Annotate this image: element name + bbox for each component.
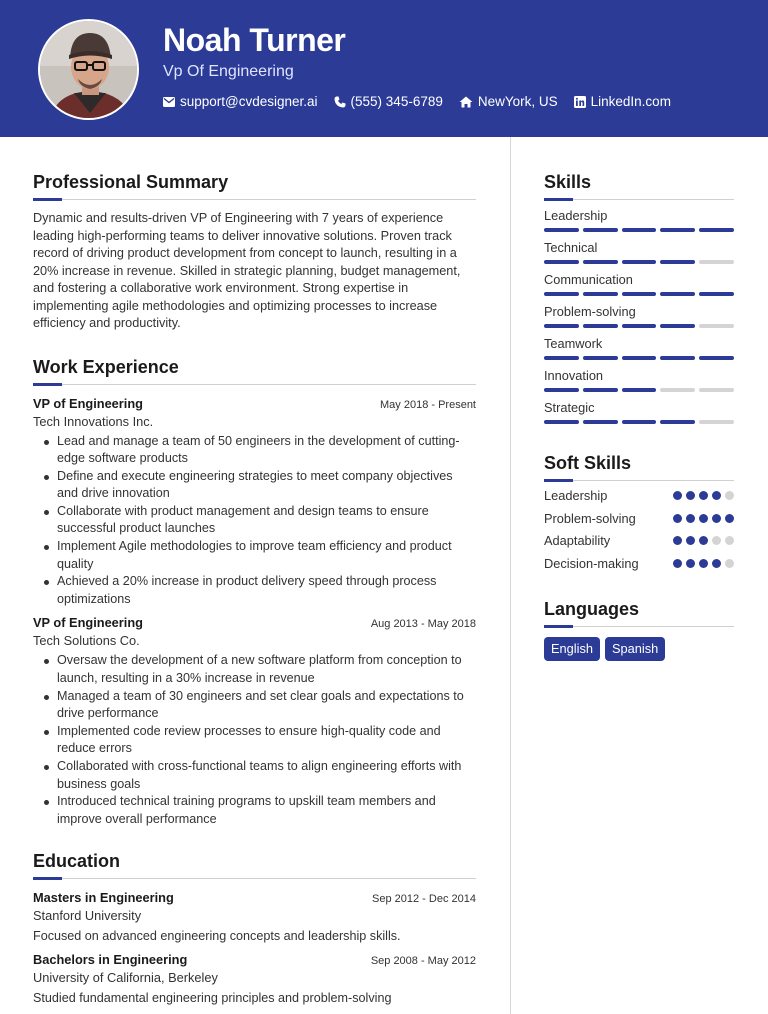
skill-level-segment [660, 324, 695, 328]
skill-name: Innovation [544, 368, 604, 383]
rating-dot [673, 536, 682, 545]
soft-skill-item [544, 488, 734, 504]
skill-level-segment [660, 228, 695, 232]
rating-dot [686, 536, 695, 545]
contact-phone[interactable] [334, 94, 443, 109]
soft-skill-rating [673, 514, 734, 523]
skill-level-segment [622, 324, 657, 328]
skill-level-segment [660, 292, 695, 296]
skills-section [544, 171, 734, 424]
job-bullet: Define and execute engineering strategies to meet company objectives and drive innovation [33, 468, 476, 503]
job-bullet: Collaborated with cross-functional teams to align engineering efforts with business goals [33, 758, 476, 793]
rating-dot [712, 559, 721, 568]
skill-level-segment [660, 420, 695, 424]
skill-level-segment [699, 260, 734, 264]
language-badge: English [544, 637, 600, 661]
rating-dot [725, 559, 734, 568]
contact-email[interactable] [163, 94, 318, 109]
language-badge: Spanish [605, 637, 665, 661]
school-name: Stanford University [33, 908, 142, 924]
rating-dot [712, 536, 721, 545]
skill-level-segment [699, 356, 734, 360]
skill-item [544, 304, 734, 328]
skill-level-segment [544, 292, 579, 296]
summary-text: Dynamic and results-driven VP of Engineering with 7 years of experience leading high-performing teams to deliver innovative solutions. Proven track record of driving product development from concept to launch, resulting in a 20% increase in revenue. Skilled in strategic planning, budget management, and fostering a collaborative work environment. Strong expertise in implementing agile methodologies and optimizing processes to increase efficiency and productivity. [33, 211, 461, 330]
education-date: Sep 2012 - Dec 2014 [372, 893, 476, 906]
summary-heading: Professional Summary [33, 172, 229, 192]
rating-dot [699, 536, 708, 545]
contact-list [163, 94, 671, 109]
soft-skill-item [544, 511, 734, 527]
rating-dot [699, 514, 708, 523]
rating-dot [725, 514, 734, 523]
job-bullets [33, 433, 476, 609]
skill-item [544, 240, 734, 264]
skill-level-segment [660, 356, 695, 360]
sidebar-column [544, 171, 734, 661]
education-description: Focused on advanced engineering concepts and leadership skills. [33, 929, 401, 944]
skill-level-segment [544, 356, 579, 360]
job-role: VP of Engineering [33, 395, 143, 411]
soft-skill-name: Problem-solving [544, 510, 636, 526]
skill-level-bars [544, 388, 734, 392]
skill-name: Strategic [544, 400, 595, 415]
job-bullet: Lead and manage a team of 50 engineers in the development of cutting-edge software products [33, 433, 476, 468]
skill-level-segment [544, 228, 579, 232]
contact-linkedin-text: LinkedIn.com [590, 94, 671, 109]
skill-level-segment [699, 324, 734, 328]
soft-skill-rating [673, 559, 734, 568]
rating-dot [673, 559, 682, 568]
skill-level-segment [583, 228, 618, 232]
soft-skill-rating [673, 536, 734, 545]
skill-level-segment [660, 388, 695, 392]
skill-level-segment [583, 356, 618, 360]
skill-level-bars [544, 356, 734, 360]
job-bullet: Collaborate with product management and design teams to ensure successful product launches [33, 503, 476, 538]
skill-level-segment [544, 324, 579, 328]
job-bullets [33, 652, 476, 828]
skill-item [544, 400, 734, 424]
soft-skill-name: Decision-making [544, 555, 639, 571]
job-entry [33, 396, 476, 609]
job-bullet: Achieved a 20% increase in product delivery speed through process optimizations [33, 573, 476, 608]
skill-name: Communication [544, 272, 633, 287]
skill-level-segment [699, 228, 734, 232]
job-company: Tech Solutions Co. [33, 633, 140, 649]
rating-dot [686, 514, 695, 523]
rating-dot [725, 491, 734, 500]
phone-icon [334, 96, 346, 108]
skills-list [544, 208, 734, 424]
job-company: Tech Innovations Inc. [33, 413, 154, 429]
rating-dot [699, 559, 708, 568]
summary-section [33, 171, 476, 333]
experience-section [33, 356, 476, 829]
job-date: Aug 2013 - May 2018 [370, 618, 476, 631]
skill-level-segment [544, 260, 579, 264]
skill-name: Technical [544, 240, 598, 255]
degree-name: Masters in Engineering [33, 890, 174, 906]
contact-email-text: support@cvdesigner.ai [180, 94, 318, 109]
job-role: VP of Engineering [33, 615, 143, 631]
skill-level-segment [544, 388, 579, 392]
skill-level-segment [622, 260, 657, 264]
skill-level-segment [622, 420, 657, 424]
rating-dot [686, 559, 695, 568]
skill-item [544, 208, 734, 232]
education-heading: Education [33, 851, 121, 872]
section-rule [544, 625, 734, 627]
column-divider [510, 137, 511, 1014]
soft-skill-name: Leadership [544, 488, 608, 504]
job-bullet: Introduced technical training programs to upskill team members and improve overall performance [33, 793, 476, 828]
rating-dot [686, 491, 695, 500]
skill-level-bars [544, 324, 734, 328]
languages-section [544, 598, 734, 661]
skill-level-segment [699, 388, 734, 392]
section-rule [544, 479, 734, 481]
candidate-title: Vp Of Engineering [163, 63, 294, 80]
skill-name: Teamwork [544, 336, 603, 351]
skill-level-bars [544, 292, 734, 296]
languages-heading: Languages [544, 599, 640, 619]
skill-level-segment [660, 260, 695, 264]
contact-location-text: NewYork, US [477, 94, 558, 109]
skill-level-segment [622, 292, 657, 296]
education-date: Sep 2008 - May 2012 [370, 955, 476, 968]
job-date: May 2018 - Present [380, 398, 476, 411]
candidate-name: Noah Turner [163, 22, 346, 58]
skill-level-segment [699, 292, 734, 296]
soft-skills-section [544, 452, 734, 571]
envelope-icon [163, 97, 175, 107]
languages-list [544, 637, 734, 661]
skill-level-segment [583, 388, 618, 392]
skill-level-segment [583, 420, 618, 424]
contact-linkedin[interactable] [574, 94, 671, 109]
section-rule [33, 383, 476, 385]
skill-level-segment [622, 388, 657, 392]
section-rule [544, 198, 734, 200]
home-icon [459, 96, 473, 108]
resume-header [0, 0, 768, 137]
job-bullet: Implemented code review processes to ensure high-quality code and reduce errors [33, 723, 476, 758]
skill-level-segment [622, 356, 657, 360]
soft-skill-rating [673, 491, 734, 500]
skill-level-segment [583, 292, 618, 296]
education-entry [33, 952, 476, 1005]
skill-level-bars [544, 420, 734, 424]
soft-skill-name: Adaptability [544, 533, 611, 549]
linkedin-icon [574, 96, 586, 108]
education-description: Studied fundamental engineering principles and problem-solving [33, 991, 392, 1006]
skill-item [544, 368, 734, 392]
rating-dot [699, 491, 708, 500]
skill-name: Problem-solving [544, 304, 636, 319]
education-section [33, 850, 476, 1005]
job-bullet: Implement Agile methodologies to improve team efficiency and product quality [33, 538, 476, 573]
section-rule [33, 877, 476, 879]
rating-dot [673, 514, 682, 523]
skill-level-segment [699, 420, 734, 424]
skill-level-segment [544, 420, 579, 424]
contact-location [459, 94, 558, 109]
skill-level-segment [583, 260, 618, 264]
school-name: University of California, Berkeley [33, 970, 218, 986]
skill-name: Leadership [544, 208, 608, 223]
job-bullet: Managed a team of 30 engineers and set clear goals and expectations to drive performance [33, 688, 476, 723]
degree-name: Bachelors in Engineering [33, 952, 188, 968]
experience-heading: Work Experience [33, 356, 179, 377]
soft-skills-heading: Soft Skills [544, 453, 632, 473]
rating-dot [712, 514, 721, 523]
skill-level-bars [544, 228, 734, 232]
main-column [33, 171, 476, 1005]
skill-level-segment [583, 324, 618, 328]
contact-phone-text: (555) 345-6789 [350, 94, 443, 109]
profile-photo [38, 19, 139, 120]
soft-skills-list [544, 488, 734, 571]
skill-item [544, 336, 734, 360]
section-rule [33, 198, 476, 200]
rating-dot [712, 491, 721, 500]
skill-level-segment [622, 228, 657, 232]
skills-heading: Skills [544, 172, 592, 192]
rating-dot [673, 491, 682, 500]
education-entry [33, 890, 476, 943]
job-entry [33, 615, 476, 828]
soft-skill-item [544, 533, 734, 549]
skill-item [544, 272, 734, 296]
soft-skill-item [544, 556, 734, 572]
job-bullet: Oversaw the development of a new software platform from conception to launch, resulting in a 30% increase in revenue [33, 652, 476, 687]
rating-dot [725, 536, 734, 545]
skill-level-bars [544, 260, 734, 264]
